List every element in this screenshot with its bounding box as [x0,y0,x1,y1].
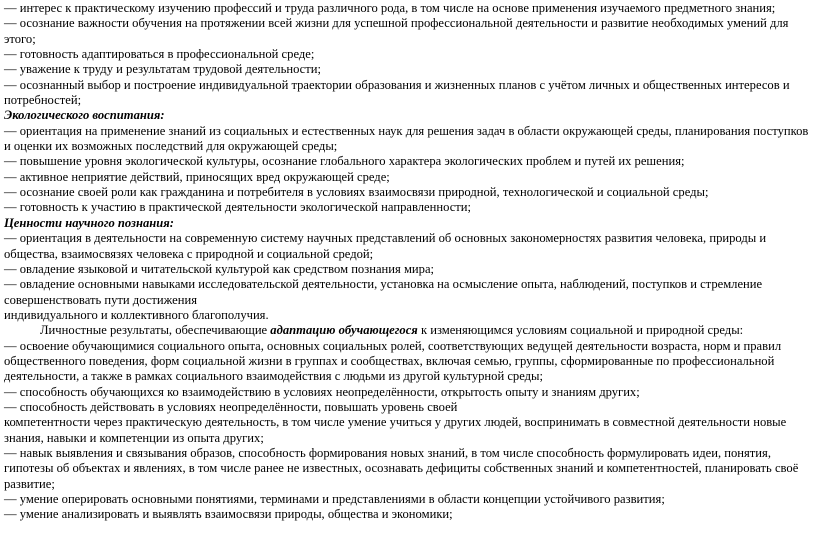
list-item: — интерес к практическому изучению профессий и труда различного рода, в том числе на основе применения изучаемого предметного знания; [4,1,776,15]
intro-text-end: к изменяющимся условиям социальной и природной среды: [417,323,744,338]
intro-paragraph [4,323,812,338]
section-heading-ecological: Экологического воспитания: [4,108,165,123]
section-heading-science: Ценности научного познания: [4,215,174,230]
list-item: — овладение языковой и читательской культурой как средством познания мира; [4,261,435,276]
list-item: — осознанный выбор и построение индивидуальной траектории образования и жизненных планов с учётом личных и общественных интересов и потребностей; [4,77,790,108]
list-item: — повышение уровня экологической культуры, осознание глобального характера экологических проблем и путей их решения; [4,154,685,169]
list-item: — готовность адаптироваться в профессиональной среде; [4,47,315,62]
list-item: — способность действовать в условиях неопределённости, повышать уровень своей [4,399,458,414]
list-item: — умение оперировать основными понятиями, терминами и представлениями в области концепции устойчивого развития; [4,492,665,506]
list-item: — активное неприятие действий, приносящих вред окружающей среде; [4,169,390,184]
list-item: — готовность к участию в практической деятельности экологической направленности; [4,200,472,215]
list-item: — навык выявления и связывания образов, способность формирования новых знаний, в том числе способность формулировать идеи, понятия, гипотезы об объектах и явлениях, в том числе ранее не известных, осознавать дефициты собственных знаний и компетентностей, планировать своё развитие; [4,445,799,491]
list-item: — уважение к труду и результатам трудовой деятельности; [4,62,322,77]
document-page [4,0,812,523]
list-item: — умение анализировать и выявлять взаимосвязи природы, общества и экономики; [4,507,453,522]
list-item: — способность обучающихся ко взаимодействию в условиях неопределённости, открытость опыту и знаниям других; [4,384,640,399]
intro-text-start: Личностные результаты, обеспечивающие [40,323,271,338]
list-item: — освоение обучающимися социального опыта, основных социальных ролей, соответствующих ведущей деятельности возраста, норм и правил общественного поведения, форм социальной жизни в группах и сообществах, включая семью, группы, сформированные по профессиональной деятельности, а также в рамках социального взаимодействия с людьми из другой культурной среды; [4,338,782,384]
list-item: — ориентация на применение знаний из социальных и естественных наук для решения задач в области окружающей среды, планирования поступков и оценки их возможных последствий для окружающей среды; [4,123,809,154]
intro-emphasis: адаптацию обучающегося [270,323,418,338]
list-item: — осознание своей роли как гражданина и потребителя в условиях взаимосвязи природной, технологической и социальной среды; [4,185,709,200]
list-item: — ориентация в деятельности на современную систему научных представлений об основных закономерностях развития человека, природы и общества, взаимосвязях человека с природной и социальной средой; [4,231,767,261]
list-item: индивидуального и коллективного благополучия. [4,307,269,322]
list-item: компетентности через практическую деятельность, в том числе умение учиться у других людей, воспринимать в совместной деятельности новые знания, навыки и компетенции из опыта других; [4,415,787,445]
list-item: — осознание важности обучения на протяжении всей жизни для успешной профессиональной деятельности и развитие необходимых умений для этого; [4,16,789,46]
list-item: — овладение основными навыками исследовательской деятельности, установка на осмысление опыта, наблюдений, поступков и стремление совершенствовать пути достижения [4,277,763,307]
